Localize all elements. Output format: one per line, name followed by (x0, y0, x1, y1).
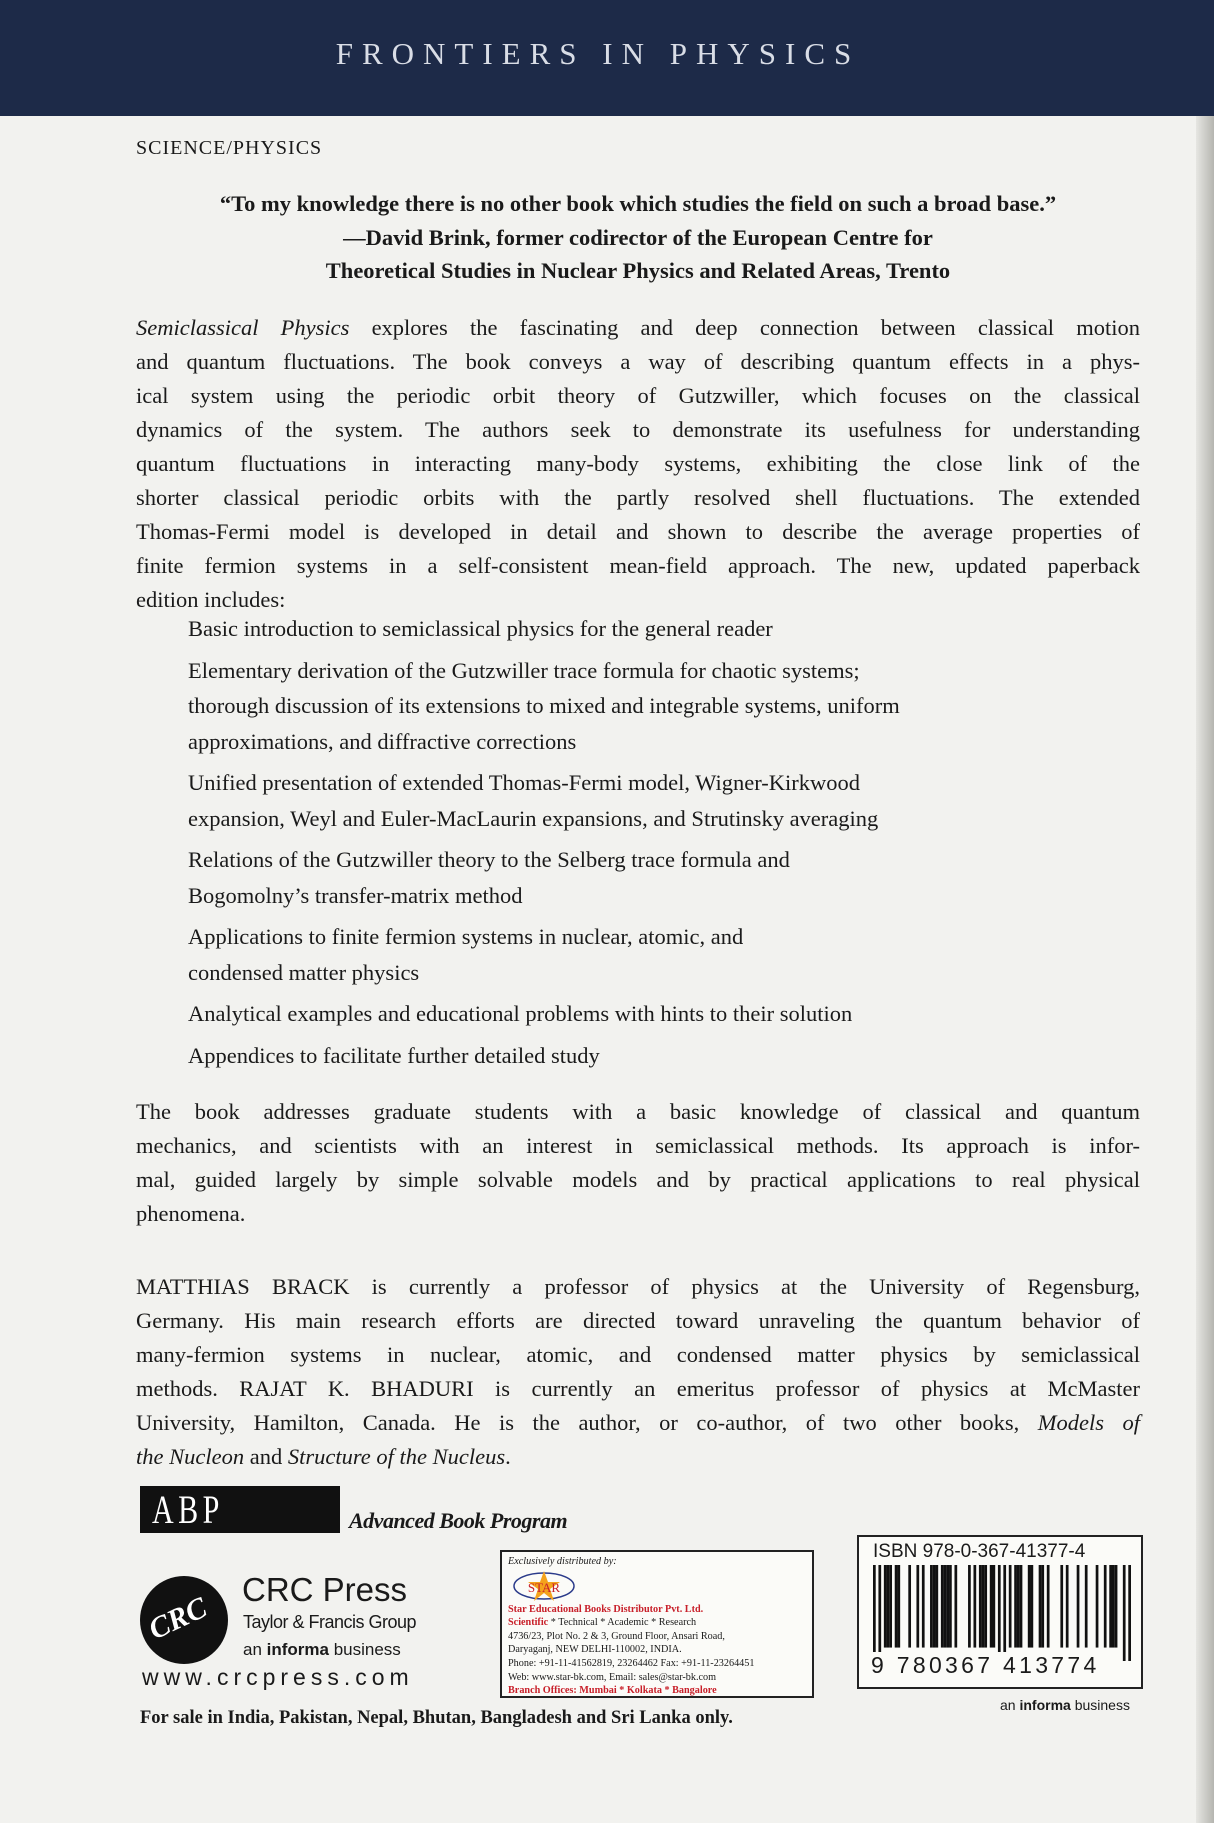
feature-item (188, 996, 1138, 1032)
text-line (136, 1440, 1140, 1474)
feature-line: Elementary derivation of the Gutzwiller trace formula for chaotic systems; (188, 657, 860, 683)
italic-title: Models of (1037, 1410, 1140, 1435)
barcode-bar (1060, 1565, 1063, 1648)
abp-logo (140, 1486, 340, 1533)
barcode-bar (946, 1565, 949, 1648)
barcode-bar (933, 1565, 936, 1648)
text-line: phenomena. (136, 1201, 246, 1226)
text-line: mechanics, and scientists with an interest in semiclassical methods. Its approach is infor- (136, 1133, 1140, 1158)
text-line: edition includes: (136, 587, 286, 612)
text-segment: and (244, 1444, 288, 1469)
barcode-bar (949, 1565, 952, 1648)
distributor-box (500, 1550, 814, 1698)
barcode-bar (916, 1565, 919, 1648)
barcode-bar (895, 1565, 898, 1648)
endorsement-quote (136, 187, 1140, 288)
barcode-bar (1047, 1565, 1050, 1648)
distributor-phone: Phone: +91-11-41562819, 23264462 Fax: +91-11-23264451 (508, 1657, 755, 1669)
barcode-bar (1104, 1565, 1107, 1648)
tag: Technical (558, 1617, 598, 1629)
barcode-bar (1003, 1565, 1006, 1661)
barcode-bar (941, 1565, 944, 1648)
feature-item (188, 765, 1138, 836)
text-line: finite fermion systems in a self-consistent mean-field approach. The new, updated paperback (136, 553, 1140, 578)
barcode-bar (878, 1565, 881, 1661)
barcode-bar (1112, 1565, 1115, 1648)
crc-logo (140, 1576, 228, 1664)
sale-notice: For sale in India, Pakistan, Nepal, Bhutan, Bangladesh and Sri Lanka only. (140, 1708, 733, 1728)
quote-attribution: Theoretical Studies in Nuclear Physics and Related Areas, Trento (325, 258, 951, 283)
text-segment: University, Hamilton, Canada. He is the author, or co-author, of two other books, (136, 1410, 1038, 1435)
star-logo-text: STAR (527, 1579, 561, 1595)
text-segment: explores the fascinating and deep connection between classical motion (349, 315, 1140, 340)
distributor-branches: Branch Offices: Mumbai * Kolkata * Bangalore (508, 1685, 717, 1697)
ean-digits: 9 780367 413774 (871, 1652, 1100, 1678)
text-line (136, 311, 1140, 345)
feature-item (188, 842, 1138, 913)
barcode-bar (873, 1565, 876, 1661)
tag: Academic (607, 1617, 649, 1629)
barcode-bar (984, 1565, 987, 1648)
barcode-bar (979, 1565, 982, 1648)
distributor-web: Web: www.star-bk.com, Email: sales@star-bk.com (508, 1671, 717, 1683)
text-line: methods. RAJAT K. BHADURI is currently an emeritus professor of physics at McMaster (136, 1376, 1140, 1401)
text-line (136, 1406, 1140, 1440)
feature-line: Bogomolny’s transfer-matrix method (188, 882, 523, 908)
barcode-bar (1039, 1565, 1042, 1648)
barcode-bar (884, 1565, 887, 1648)
text-line: Thomas-Fermi model is developed in detail and shown to describe the average properties of (136, 519, 1140, 544)
barcode-bar (1028, 1565, 1031, 1648)
tagline-post: business (1070, 1697, 1130, 1713)
feature-line: Basic introduction to semiclassical physics for the general reader (188, 616, 773, 641)
barcode-bar (973, 1565, 976, 1648)
barcode-bar (935, 1565, 938, 1648)
text-line: and quantum fluctuations. The book conveys a way of describing quantum effects in a phys- (136, 349, 1140, 374)
isbn-barcode-box (857, 1535, 1143, 1689)
star-logo-icon (512, 1570, 576, 1602)
italic-title: Semiclassical Physics (136, 315, 350, 340)
barcode-bar (1020, 1565, 1023, 1648)
tag: Scientific (508, 1617, 549, 1629)
abp-name: Advanced Book Program (349, 1508, 568, 1533)
tagline-pre: an (1000, 1697, 1020, 1713)
distributor-name: Star Educational Books Distributor Pvt. Ltd. (508, 1603, 704, 1615)
barcode-bar (1123, 1565, 1126, 1661)
barcode-bar (982, 1565, 985, 1648)
distributor-tags: Scientific * Technical * Academic * Research (508, 1617, 697, 1629)
authors-paragraph (136, 1270, 1140, 1474)
barcode-bar (1017, 1565, 1020, 1648)
tagline-bold: informa (1019, 1697, 1071, 1713)
feature-line: Unified presentation of extended Thomas-Fermi model, Wigner-Kirkwood (188, 770, 861, 795)
text-segment: . (505, 1444, 511, 1469)
barcode-bar (1085, 1565, 1088, 1648)
feature-line: thorough discussion of its extensions to mixed and integrable systems, uniform (188, 693, 900, 718)
text-line: ical system using the periodic orbit theory of Gutzwiller, which focuses on the classical (136, 383, 1140, 408)
feature-line: Appendices to facilitate further detailed study (188, 1042, 600, 1068)
informa-tagline (1000, 1697, 1130, 1713)
tag: Research (658, 1617, 697, 1629)
barcode-bar (1109, 1565, 1112, 1648)
feature-list (188, 611, 1138, 1079)
barcode-bar (1031, 1565, 1034, 1648)
distributor-address: 4736/23, Plot No. 2 & 3, Ground Floor, Ansari Road, (508, 1630, 725, 1642)
isbn-label: ISBN 978-0-367-41377-4 (873, 1541, 1086, 1562)
barcode-bar (887, 1565, 890, 1648)
barcode-bar (1014, 1565, 1017, 1648)
text-line: The book addresses graduate students with a basic knowledge of classical and quantum (136, 1099, 1140, 1124)
text-line: many-fermion systems in nuclear, atomic, and condensed matter physics by semiclassical (136, 1342, 1140, 1367)
publisher-name: CRC Press (242, 1571, 408, 1608)
feature-line: approximations, and diffractive corrections (188, 728, 577, 754)
barcode-bar (908, 1565, 911, 1648)
barcode-bar (930, 1565, 933, 1648)
feature-line: Relations of the Gutzwiller theory to the Selberg trace formula and (188, 847, 790, 872)
abp-logo-text: ABP (152, 1487, 224, 1532)
text-line: mal, guided largely by simple solvable models and by practical applications to real physical (136, 1167, 1140, 1192)
text-line: MATTHIAS BRACK is currently a professor of physics at the University of Regensburg, (136, 1274, 1140, 1299)
barcode-bar (944, 1565, 947, 1648)
tagline-post: business (328, 1640, 401, 1659)
tagline-pre: an (243, 1640, 267, 1659)
feature-item (188, 1038, 1138, 1074)
publisher-group: Taylor & Francis Group (243, 1612, 417, 1632)
crc-logo-text: CRC (143, 1590, 212, 1647)
publisher-website: www.crcpress.com (142, 1664, 414, 1690)
distributor-address: Daryaganj, NEW DELHI-110002, INDIA. (508, 1644, 682, 1656)
italic-title: Structure of the Nucleus (287, 1444, 506, 1469)
text-line: Germany. His main research efforts are directed toward unraveling the quantum behavior of (136, 1308, 1140, 1333)
spine-edge (1196, 0, 1214, 1823)
barcode-bar (1066, 1565, 1069, 1648)
barcode-bar (1009, 1565, 1012, 1648)
feature-item (188, 653, 1138, 760)
feature-item (188, 919, 1138, 990)
feature-line: Applications to finite fermion systems in nuclear, atomic, and (188, 924, 744, 949)
audience-paragraph (136, 1095, 1140, 1231)
tagline-bold: informa (266, 1640, 329, 1659)
distributor-heading: Exclusively distributed by: (508, 1556, 617, 1567)
barcode-bar (1115, 1565, 1118, 1648)
feature-line: condensed matter physics (188, 959, 420, 985)
barcode-bar (1096, 1565, 1099, 1648)
quote-text: “To my knowledge there is no other book which studies the field on such a broad base.” (219, 191, 1057, 216)
barcode-bar (1128, 1565, 1131, 1661)
feature-line: expansion, Weyl and Euler-MacLaurin expansions, and Strutinsky averaging (188, 805, 879, 831)
publisher-tagline (243, 1640, 401, 1660)
text-line: quantum fluctuations in interacting many-body systems, exhibiting the close link of the (136, 451, 1140, 476)
series-band (0, 0, 1214, 116)
text-line: dynamics of the system. The authors seek to demonstrate its usefulness for understanding (136, 417, 1140, 442)
barcode-bar (889, 1565, 892, 1648)
quote-attribution: —David Brink, former codirector of the European Centre for (343, 224, 933, 250)
text-line: shorter classical periodic orbits with the partly resolved shell fluctuations. The extended (136, 485, 1140, 510)
category-label: SCIENCE/PHYSICS (136, 137, 323, 159)
barcode (873, 1565, 1131, 1661)
description-paragraph (136, 311, 1140, 617)
barcode-bar (998, 1565, 1001, 1661)
barcode-bar (897, 1565, 900, 1648)
barcode-bar (992, 1565, 995, 1648)
series-title: FRONTIERS IN PHYSICS (335, 36, 861, 71)
barcode-bar (990, 1565, 993, 1648)
barcode-bar (968, 1565, 971, 1648)
barcode-bar (954, 1565, 957, 1648)
barcode-bar (1077, 1565, 1080, 1648)
feature-line: Analytical examples and educational problems with hints to their solution (188, 1001, 853, 1026)
feature-item (188, 611, 1138, 647)
italic-title: the Nucleon (136, 1444, 245, 1469)
barcode-bar (1041, 1565, 1044, 1648)
barcode-bar (922, 1565, 925, 1648)
